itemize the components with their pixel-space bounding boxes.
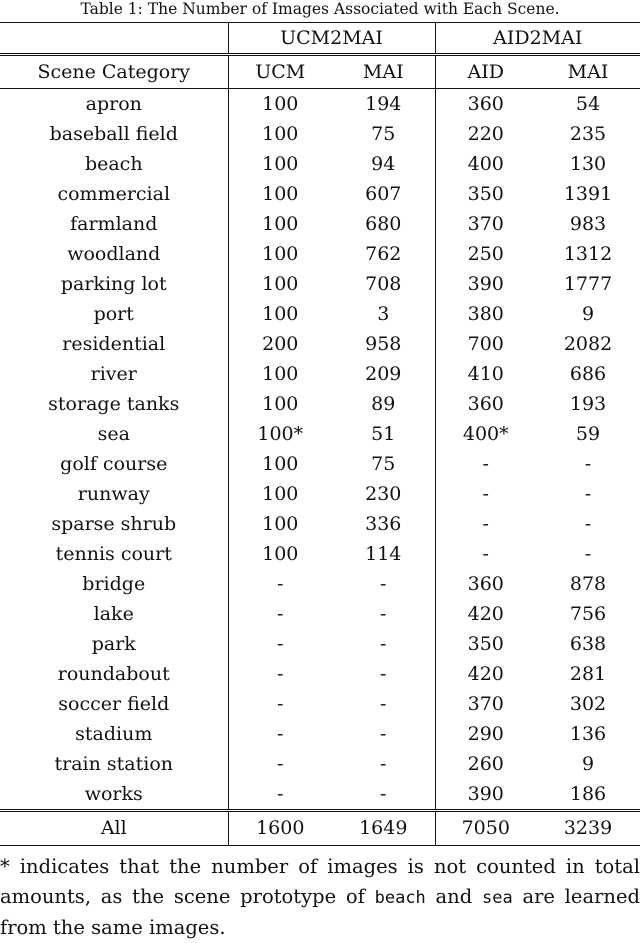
aid-mai-count-cell: 878: [569, 573, 607, 595]
aid-mai-count-cell: -: [584, 483, 592, 505]
footnote-star: *: [0, 855, 10, 878]
ucm-count-cell: 100: [228, 239, 332, 269]
scene-category-cell: river: [90, 363, 137, 385]
column-header-row: [0, 55, 640, 89]
aid-mai-count-cell: 302: [569, 693, 607, 715]
table-caption: Table 1: The Number of Images Associated with Each Scene.: [80, 0, 560, 18]
ucm-count-cell: 100: [228, 509, 332, 539]
ucm-mai-count-cell: -: [380, 663, 387, 685]
ucm-count-cell: 100: [228, 389, 332, 419]
aid-count-cell: 380: [435, 299, 536, 329]
aid-mai-count-cell: 59: [575, 423, 601, 445]
ucm-mai-count-cell: -: [380, 693, 387, 715]
aid-count-cell: 290: [435, 719, 536, 749]
aid-count-cell: 390: [435, 779, 536, 811]
table-row: [0, 449, 640, 479]
ucm-mai-count-cell: 114: [365, 543, 402, 565]
total-ucm-count-cell: 1600: [228, 811, 332, 846]
table-row: [0, 299, 640, 329]
table-row: [0, 89, 640, 120]
ucm-count-cell: 100: [228, 479, 332, 509]
total-aid-mai-count-cell: 3239: [536, 811, 640, 846]
scene-category-cell: tennis court: [55, 543, 172, 565]
aid-count-cell: 250: [435, 239, 536, 269]
ucm-mai-count-cell: 94: [371, 153, 396, 175]
ucm-mai-count-cell: 958: [365, 333, 402, 355]
ucm-mai-count-cell: -: [380, 573, 387, 595]
aid-mai-count-cell: 9: [581, 753, 595, 775]
scene-category-cell: park: [91, 633, 136, 655]
ucm-mai-count-cell: 194: [332, 89, 435, 120]
ucm-mai-count-cell: -: [380, 603, 387, 625]
group-header-aid2mai: AID2MAI: [435, 23, 640, 55]
table-row: [0, 719, 640, 749]
table-row: [0, 209, 640, 239]
ucm-count-cell: 100: [228, 179, 332, 209]
total-ucm-mai-count-cell: 1649: [332, 811, 435, 846]
table-row: [0, 329, 640, 359]
table-row: [0, 779, 640, 811]
ucm-count-cell: -: [228, 689, 332, 719]
aid-mai-count-cell: 756: [569, 603, 607, 625]
ucm-count-cell: 100: [228, 269, 332, 299]
aid-mai-count-cell: -: [584, 543, 592, 565]
footnote-code-sea: sea: [481, 888, 513, 908]
column-header-ucm: UCM: [228, 55, 332, 89]
scene-category-cell: stadium: [75, 723, 153, 745]
table-row: [0, 599, 640, 629]
aid-mai-count-cell: 130: [569, 153, 607, 175]
aid-count-cell: -: [435, 509, 536, 539]
table-row: [0, 539, 640, 569]
table-footnote: [0, 852, 640, 943]
ucm-count-cell: -: [228, 719, 332, 749]
aid-count-cell: 410: [435, 359, 536, 389]
aid-count-cell: 700: [435, 329, 536, 359]
ucm-mai-count-cell: -: [380, 633, 387, 655]
scene-category-cell: train station: [54, 753, 173, 775]
aid-count-cell: 360: [435, 389, 536, 419]
scene-category-cell: sparse shrub: [51, 513, 177, 535]
table-row: [0, 659, 640, 689]
scene-image-count-table: [0, 22, 640, 846]
aid-mai-count-cell: -: [584, 453, 592, 475]
aid-count-cell: 420: [435, 599, 536, 629]
table-row: [0, 629, 640, 659]
aid-mai-count-cell: 638: [569, 633, 607, 655]
ucm-count-cell: 100: [228, 359, 332, 389]
ucm-mai-count-cell: 51: [371, 423, 396, 445]
aid-mai-count-cell: 54: [536, 89, 640, 120]
aid-mai-count-cell: 186: [569, 783, 607, 805]
ucm-mai-count-cell: -: [380, 753, 387, 775]
scene-category-cell: apron: [0, 89, 228, 120]
ucm-count-cell: -: [228, 599, 332, 629]
footnote-text-1: indicates that the number of images is not counted in total amounts, as the scene prototype of: [0, 855, 640, 908]
aid-count-cell: 400: [435, 149, 536, 179]
aid-mai-count-cell: 235: [569, 123, 607, 145]
column-header-aid: AID: [435, 55, 536, 89]
aid-mai-count-cell: 1777: [563, 273, 613, 295]
aid-count-cell: -: [435, 539, 536, 569]
aid-mai-count-cell: 2082: [563, 333, 613, 355]
scene-category-cell: runway: [77, 483, 150, 505]
total-label-cell: All: [0, 811, 228, 846]
ucm-mai-count-cell: 75: [371, 453, 396, 475]
column-header-mai-ucm: MAI: [332, 55, 435, 89]
ucm-mai-count-cell: 607: [365, 183, 402, 205]
scene-category-cell: storage tanks: [48, 393, 180, 415]
scene-category-cell: woodland: [67, 243, 161, 265]
table-row: [0, 479, 640, 509]
table-row: [0, 569, 640, 599]
table-row: [0, 419, 640, 449]
aid-count-cell: 400*: [435, 419, 536, 449]
scene-category-cell: soccer field: [58, 693, 170, 715]
aid-count-cell: 360: [435, 569, 536, 599]
group-header-blank: [0, 23, 228, 55]
scene-category-cell: port: [93, 303, 134, 325]
table-row: [0, 119, 640, 149]
aid-count-cell: 360: [435, 89, 536, 120]
total-row: [0, 811, 640, 846]
footnote-text-3: are learned from the same images.: [0, 885, 640, 939]
table-row: [0, 689, 640, 719]
aid-count-cell: -: [435, 479, 536, 509]
aid-count-cell: 350: [435, 179, 536, 209]
column-header-mai-aid: MAI: [536, 55, 640, 89]
scene-category-cell: roundabout: [57, 663, 170, 685]
ucm-count-cell: 100: [228, 449, 332, 479]
aid-count-cell: 350: [435, 629, 536, 659]
footnote-code-beach: beach: [374, 888, 426, 908]
scene-category-cell: beach: [84, 153, 143, 175]
ucm-mai-count-cell: 708: [365, 273, 402, 295]
aid-mai-count-cell: 1391: [563, 183, 613, 205]
ucm-count-cell: -: [228, 659, 332, 689]
aid-mai-count-cell: 9: [581, 303, 595, 325]
ucm-mai-count-cell: 3: [377, 303, 390, 325]
table-row: [0, 179, 640, 209]
ucm-mai-count-cell: -: [380, 783, 387, 805]
scene-category-cell: farmland: [70, 213, 158, 235]
aid-count-cell: -: [435, 449, 536, 479]
ucm-mai-count-cell: 89: [371, 393, 396, 415]
ucm-count-cell: 100*: [228, 419, 332, 449]
ucm-count-cell: 200: [228, 329, 332, 359]
aid-mai-count-cell: -: [584, 513, 592, 535]
aid-mai-count-cell: 1312: [563, 243, 613, 265]
scene-category-cell: sea: [97, 423, 130, 445]
ucm-count-cell: -: [228, 629, 332, 659]
ucm-count-cell: -: [228, 749, 332, 779]
group-header-ucm2mai: UCM2MAI: [228, 23, 435, 55]
aid-mai-count-cell: 281: [569, 663, 607, 685]
aid-count-cell: 220: [435, 119, 536, 149]
table-row: [0, 389, 640, 419]
scene-category-cell: bridge: [82, 573, 146, 595]
scene-category-cell: lake: [93, 603, 134, 625]
scene-category-cell: baseball field: [49, 123, 178, 145]
aid-mai-count-cell: 983: [569, 213, 607, 235]
ucm-count-cell: -: [228, 779, 332, 811]
scene-category-cell: works: [84, 783, 143, 805]
ucm-count-cell: 100: [228, 89, 332, 120]
table-row: [0, 269, 640, 299]
ucm-mai-count-cell: -: [380, 723, 387, 745]
scene-category-cell: golf course: [60, 453, 168, 475]
ucm-count-cell: 100: [228, 209, 332, 239]
footnote-text-2: and: [425, 885, 482, 908]
ucm-count-cell: 100: [228, 119, 332, 149]
ucm-mai-count-cell: 680: [365, 213, 402, 235]
aid-count-cell: 260: [435, 749, 536, 779]
table-row: [0, 359, 640, 389]
scene-category-cell: parking lot: [60, 273, 167, 295]
group-header-row: [0, 23, 640, 55]
aid-count-cell: 390: [435, 269, 536, 299]
ucm-mai-count-cell: 336: [365, 513, 402, 535]
table-row: [0, 149, 640, 179]
ucm-count-cell: 100: [228, 299, 332, 329]
aid-count-cell: 370: [435, 209, 536, 239]
aid-mai-count-cell: 686: [569, 363, 607, 385]
aid-count-cell: 370: [435, 689, 536, 719]
scene-category-cell: residential: [62, 333, 166, 355]
ucm-count-cell: -: [228, 569, 332, 599]
aid-mai-count-cell: 136: [569, 723, 607, 745]
ucm-count-cell: 100: [228, 149, 332, 179]
column-header-scene-category: Scene Category: [0, 55, 228, 89]
aid-mai-count-cell: 193: [569, 393, 607, 415]
ucm-mai-count-cell: 209: [365, 363, 402, 385]
aid-count-cell: 420: [435, 659, 536, 689]
ucm-mai-count-cell: 75: [371, 123, 396, 145]
table-row: [0, 509, 640, 539]
total-aid-count-cell: 7050: [435, 811, 536, 846]
scene-category-cell: commercial: [57, 183, 171, 205]
ucm-mai-count-cell: 762: [365, 243, 402, 265]
table-row: [0, 749, 640, 779]
ucm-count-cell: 100: [228, 539, 332, 569]
table-row: [0, 239, 640, 269]
ucm-mai-count-cell: 230: [365, 483, 402, 505]
